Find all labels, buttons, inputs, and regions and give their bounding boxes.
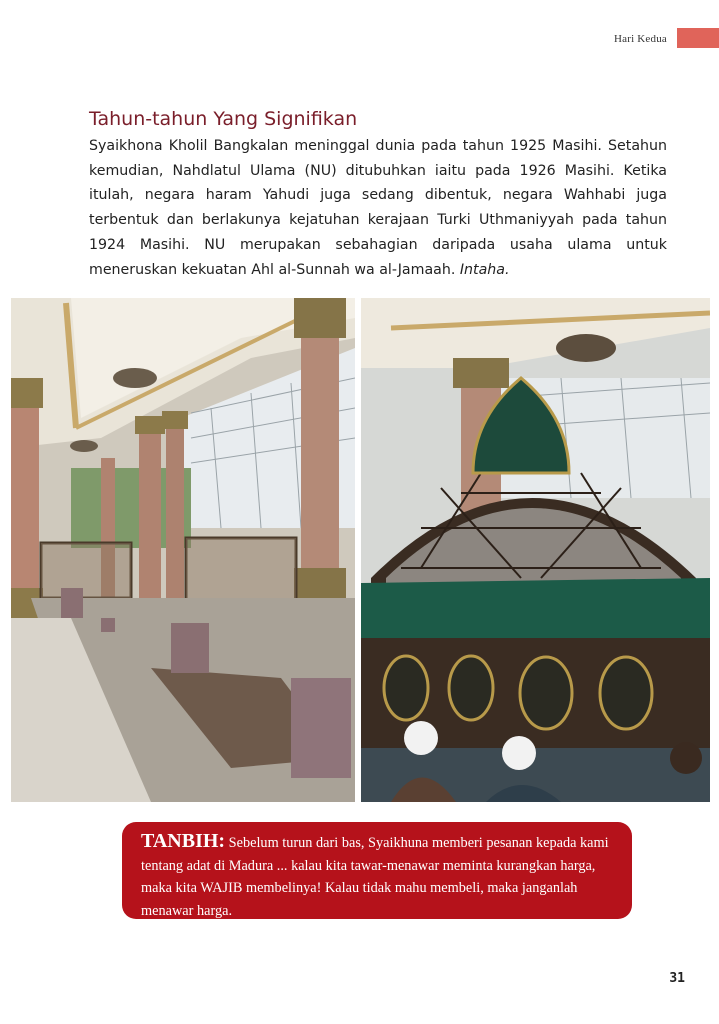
running-header: Hari Kedua: [613, 33, 667, 45]
page-number: 31: [669, 971, 685, 986]
body-text: Syaikhona Kholil Bangkalan meninggal dunia pada tahun 1925 Masihi. Setahun kemudian, Nahdlatul Ulama (NU) ditubuhkan iaitu pada 1926 Masihi. Ketika itulah, negara haram Yahudi juga sedang dibentuk, negara Wahhabi juga terbentuk dan berlakunya kejatuhan kerajaan Turki Uthmaniyyah pada tahun 1924 Masihi. NU merupakan sebahagian daripada usaha ulama untuk meneruskan kekuatan Ahl al-Sunnah wa al-Jamaah.: [89, 138, 667, 278]
section-title: Tahun-tahun Yang Signifikan: [89, 108, 358, 130]
tanbih-note-box: [122, 822, 632, 919]
mausoleum-veranda-photo: [11, 298, 355, 802]
tomb-gate-photo: [361, 298, 710, 802]
tanbih-text: Sebelum turun dari bas, Syaikhuna memberi pesanan kepada kami tentang adat di Madura ... kalau kita tawar-menawar meminta kurangkan harga, maka kita WAJIB membelinya! Kalau tidak mahu membeli, maka janganlah menawar harga.: [141, 835, 609, 919]
body-paragraph: [89, 134, 667, 282]
body-end-italic: Intaha.: [459, 261, 510, 278]
header-color-tab: [677, 28, 719, 48]
tanbih-label: TANBIH:: [141, 830, 226, 852]
